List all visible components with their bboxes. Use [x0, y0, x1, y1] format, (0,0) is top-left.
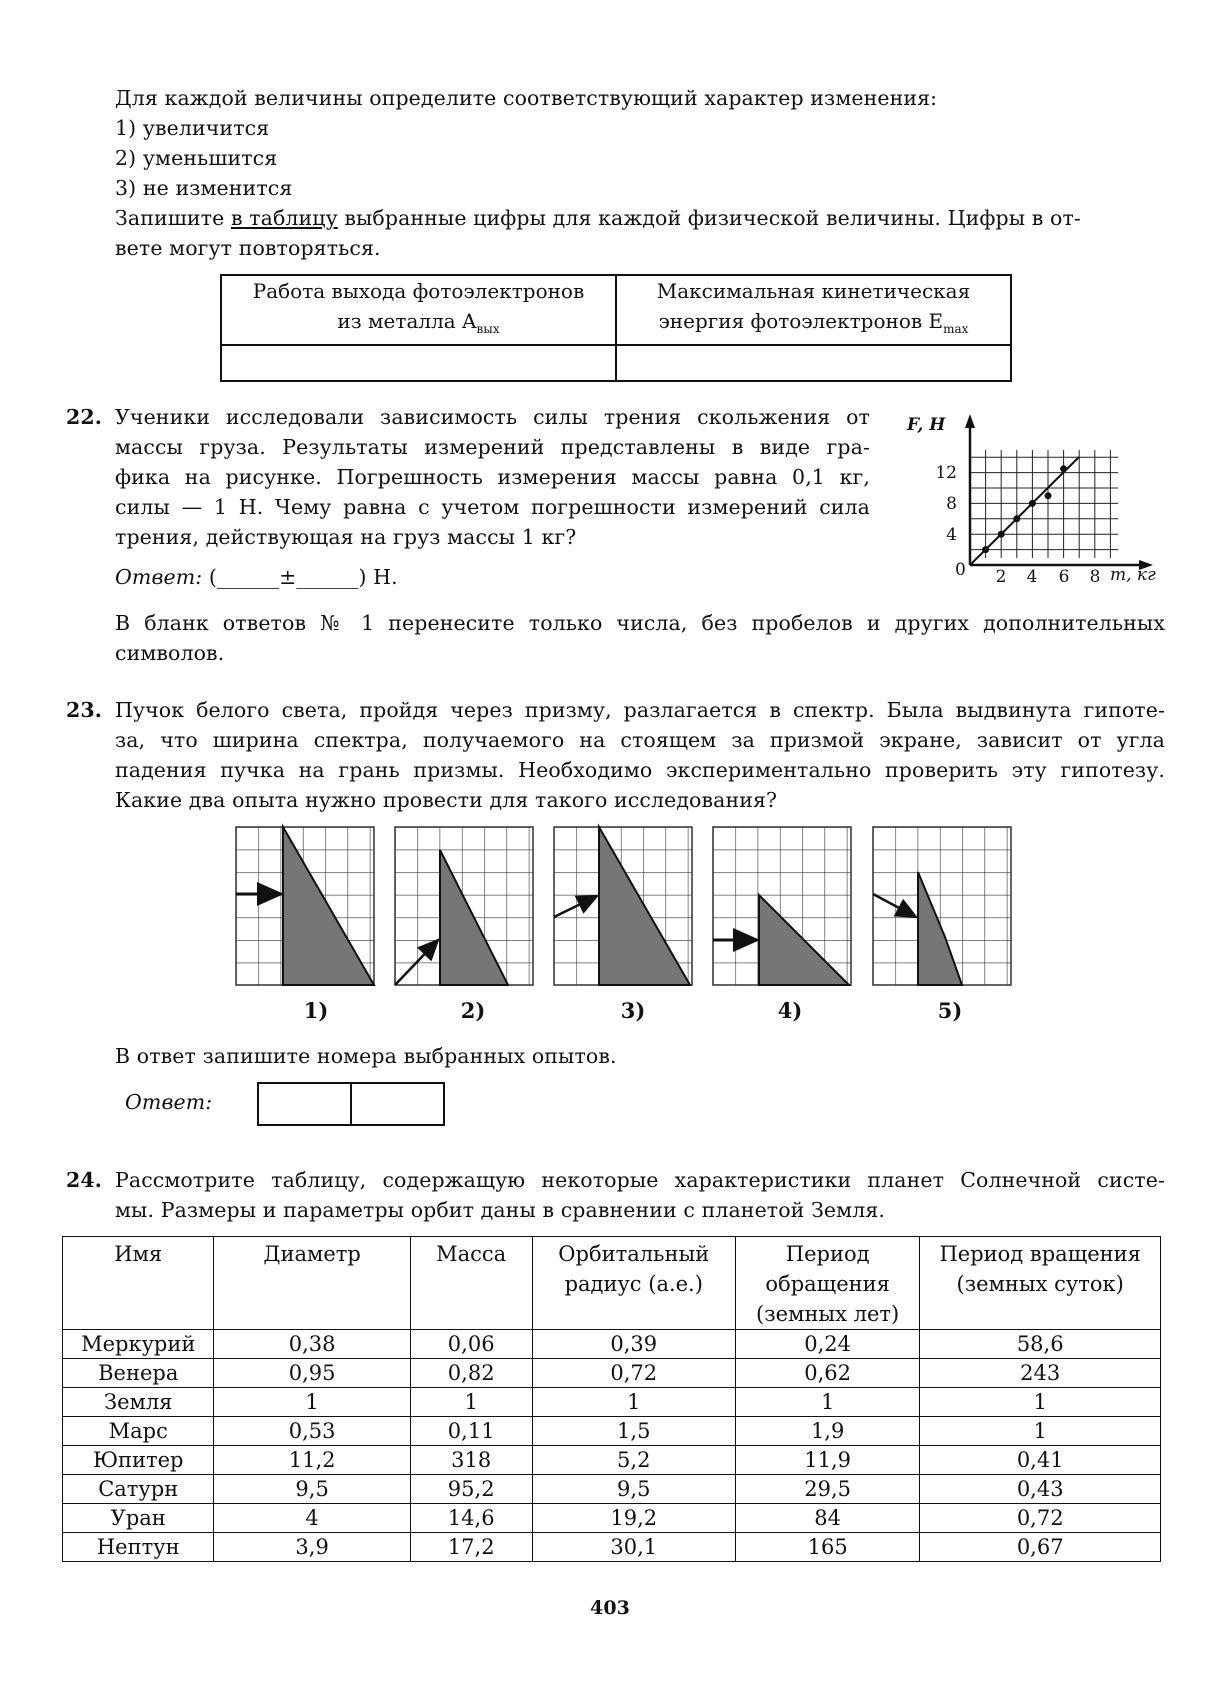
table-row [63, 1504, 1161, 1533]
q22-text-line: фика на рисунке. Погрешность измерения массы равна 0,1 кг, [115, 465, 870, 489]
answer-input-template[interactable]: (______±______) Н. [208, 565, 398, 589]
write-rest: выбранные цифры для каждой физической величины. Цифры в от- [337, 206, 1081, 230]
table-row [63, 1533, 1161, 1562]
experiment-panel-1 [236, 827, 374, 985]
cell: 243 [920, 1359, 1161, 1388]
cell: 1,9 [735, 1417, 919, 1446]
q22-note-line: символов. [115, 641, 225, 665]
q21-option-3: 3) не изменится [115, 176, 293, 200]
cell: 0,39 [532, 1330, 735, 1359]
cell: 0,43 [920, 1475, 1161, 1504]
cell: 0,06 [410, 1330, 532, 1359]
cell: 3,9 [214, 1533, 410, 1562]
experiment-label-4: 4) [777, 998, 803, 1023]
cell: 1 [214, 1388, 410, 1417]
q22-text-line: Ученики исследовали зависимость силы трения скольжения от [115, 405, 870, 429]
cell: 0,72 [920, 1504, 1161, 1533]
q24-text-line: мы. Размеры и параметры орбит даны в сравнении с планетой Земля. [115, 1198, 885, 1222]
cell-planet-name: Меркурий [63, 1330, 214, 1359]
cell-planet-name: Юпитер [63, 1446, 214, 1475]
cell: 1 [410, 1388, 532, 1417]
cell: 0,41 [920, 1446, 1161, 1475]
cell: 1,5 [532, 1417, 735, 1446]
cell: 84 [735, 1504, 919, 1533]
col-header-diameter: Диаметр [214, 1237, 410, 1330]
header-line: Работа выхода фотоэлектронов [252, 279, 585, 303]
q23-text-line: Какие два опыта нужно провести для такого исследования? [115, 788, 778, 812]
cell-planet-name: Нептун [63, 1533, 214, 1562]
cell: 14,6 [410, 1504, 532, 1533]
q23-text-line: за, что ширина спектра, получаемого на стоящем за призмой экране, зависит от угла [115, 728, 1165, 752]
cell: 30,1 [532, 1533, 735, 1562]
prism-experiments [230, 822, 1030, 1022]
q23-instruction: В ответ запишите номера выбранных опытов. [115, 1044, 617, 1068]
q21-write-instruction [115, 206, 1165, 230]
q23-answer-label: Ответ: [125, 1090, 213, 1114]
experiment-label-1: 1) [303, 998, 329, 1023]
subscript: вых [476, 322, 500, 336]
answer-cell-2[interactable] [616, 345, 1011, 381]
table-header-row [63, 1237, 1161, 1330]
cell: 165 [735, 1533, 919, 1562]
col-header-orbital-radius: Орбитальный радиус (а.е.) [532, 1237, 735, 1330]
q22-answer [115, 565, 398, 589]
x-tick: 4 [1026, 567, 1038, 585]
experiment-label-3: 3) [620, 998, 646, 1023]
cell: 29,5 [735, 1475, 919, 1504]
table-row [63, 1417, 1161, 1446]
cell-planet-name: Земля [63, 1388, 214, 1417]
cell: 1 [920, 1388, 1161, 1417]
cell-planet-name: Уран [63, 1504, 214, 1533]
x-tick: 8 [1089, 567, 1101, 585]
y-axis-label: F, Н [907, 415, 946, 435]
q24-number: 24. [66, 1168, 102, 1192]
q21-answer-table [220, 274, 1012, 382]
cell-planet-name: Сатурн [63, 1475, 214, 1504]
write-prefix: Запишите [115, 206, 231, 230]
experiment-panel-5 [873, 827, 1011, 985]
y-tick: 4 [946, 525, 957, 545]
y-tick: 12 [935, 463, 957, 483]
cell: 17,2 [410, 1533, 532, 1562]
q23-text-line: падения пучка на грань призмы. Необходимо экспериментально проверить эту гипотезу. [115, 758, 1165, 782]
answer-box-2[interactable] [350, 1084, 443, 1124]
cell: 0,62 [735, 1359, 919, 1388]
q22-text-line: массы груза. Результаты измерений представлены в виде гра- [115, 435, 870, 459]
cell: 4 [214, 1504, 410, 1533]
x-tick: 2 [995, 567, 1007, 585]
header-text: энергия фотоэлектронов E [658, 309, 944, 333]
q21-option-1: 1) увеличится [115, 116, 270, 140]
table-row [63, 1475, 1161, 1504]
cell-planet-name: Венера [63, 1359, 214, 1388]
q22-note-line: В бланк ответов № 1 перенесите только числа, без пробелов и других дополнительных [115, 611, 1165, 635]
cell: 0,24 [735, 1330, 919, 1359]
header-line: Максимальная кинетическая [656, 279, 971, 303]
cell: 318 [410, 1446, 532, 1475]
y-tick: 8 [946, 494, 957, 514]
subscript: max [943, 322, 969, 336]
cell: 9,5 [532, 1475, 735, 1504]
x-tick: 6 [1058, 567, 1070, 585]
table-row [63, 1446, 1161, 1475]
q23-number: 23. [66, 698, 102, 722]
experiment-label-2: 2) [460, 998, 486, 1023]
header-line [228, 306, 609, 344]
q22-text-line: силы — 1 Н. Чему равна с учетом погрешности измерений сила [115, 495, 870, 519]
cell: 9,5 [214, 1475, 410, 1504]
experiment-panel-4 [713, 827, 851, 985]
header-text: из металла A [337, 309, 477, 333]
write-underlined: в таблицу [230, 206, 338, 230]
q21-write-instruction-line2: вете могут повторяться. [115, 236, 381, 260]
answer-label: Ответ: [115, 565, 203, 589]
cell: 0,38 [214, 1330, 410, 1359]
cell: 19,2 [532, 1504, 735, 1533]
col-header-rotation-period: Период вращения (земных суток) [920, 1237, 1161, 1330]
q22-text-line: трения, действующая на груз массы 1 кг? [115, 525, 577, 549]
cell-planet-name: Марс [63, 1417, 214, 1446]
answer-box-1[interactable] [259, 1084, 350, 1124]
cell: 0,72 [532, 1359, 735, 1388]
col-header-mass: Масса [410, 1237, 532, 1330]
cell: 0,11 [410, 1417, 532, 1446]
q21-instruction: Для каждой величины определите соответствующий характер изменения: [115, 86, 938, 110]
cell: 11,2 [214, 1446, 410, 1475]
q23-text-line: Пучок белого света, пройдя через призму, разлагается в спектр. Была выдвинута гипоте- [115, 698, 1165, 722]
q23-answer-boxes [257, 1082, 445, 1126]
cell: 1 [920, 1417, 1161, 1446]
cell: 11,9 [735, 1446, 919, 1475]
cell: 1 [532, 1388, 735, 1417]
cell: 5,2 [532, 1446, 735, 1475]
cell: 0,95 [214, 1359, 410, 1388]
answer-cell-1[interactable] [221, 345, 616, 381]
answer-table-header-work-function [221, 275, 616, 345]
origin-label: 0 [955, 560, 966, 580]
cell: 1 [735, 1388, 919, 1417]
q22-number: 22. [66, 405, 102, 429]
cell: 0,53 [214, 1417, 410, 1446]
answer-table-header-max-energy [616, 275, 1011, 345]
cell: 0,67 [920, 1533, 1161, 1562]
header-line [623, 306, 1004, 344]
table-row [63, 1359, 1161, 1388]
table-row [63, 1388, 1161, 1417]
friction-force-vs-mass-chart [895, 410, 1165, 585]
cell: 0,82 [410, 1359, 532, 1388]
chart-axes [965, 414, 1153, 570]
planets-table [62, 1236, 1161, 1562]
q24-text-line: Рассмотрите таблицу, содержащую некоторые характеристики планет Солнечной систе- [115, 1168, 1165, 1192]
cell: 95,2 [410, 1475, 532, 1504]
col-header-orbital-period: Период обращения (земных лет) [735, 1237, 919, 1330]
table-row [63, 1330, 1161, 1359]
experiment-panel-3 [554, 827, 692, 985]
col-header-name: Имя [63, 1237, 214, 1330]
x-axis-label: m, кг [1110, 565, 1156, 585]
experiment-panel-2 [395, 827, 533, 985]
q21-option-2: 2) уменьшится [115, 146, 278, 170]
page-number: 403 [590, 1597, 630, 1619]
experiment-label-5: 5) [937, 998, 963, 1023]
cell: 58,6 [920, 1330, 1161, 1359]
